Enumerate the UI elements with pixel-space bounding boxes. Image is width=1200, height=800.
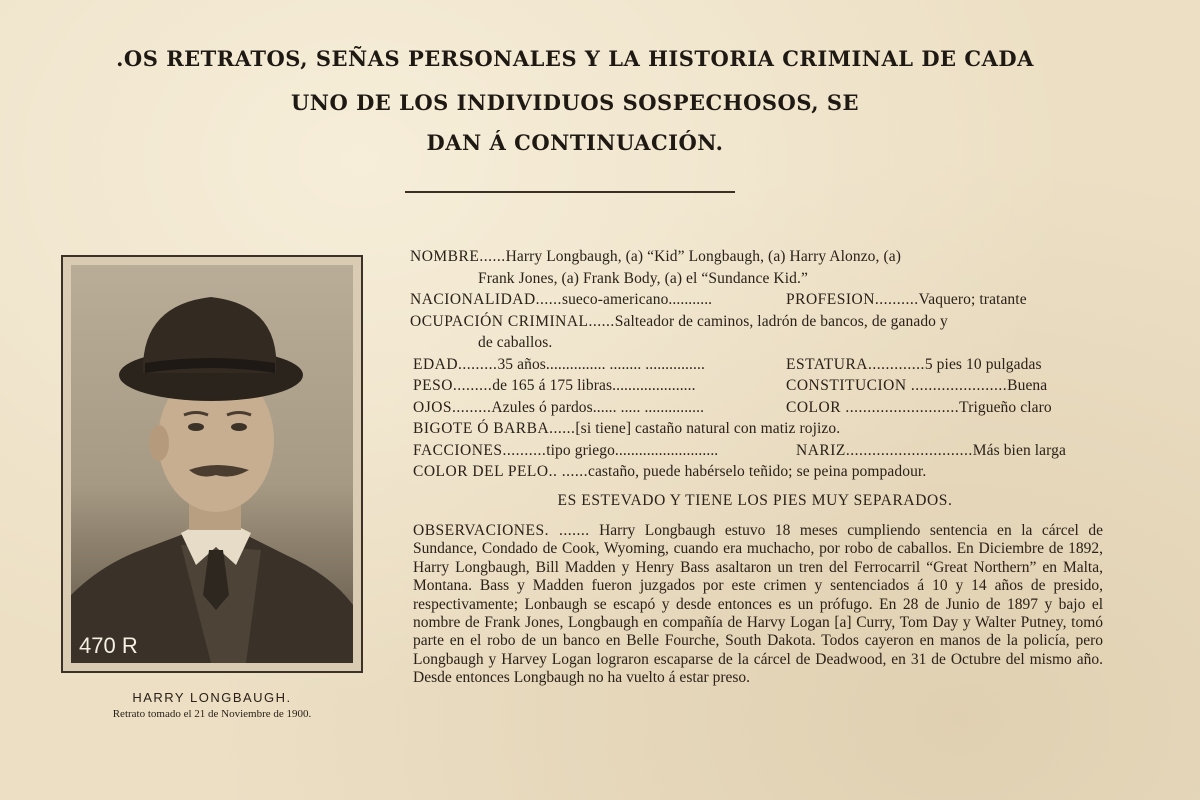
photo-number: 470 R xyxy=(79,633,138,658)
field-label-edad: EDAD......... xyxy=(413,356,498,373)
field-label-color: COLOR .......................... xyxy=(786,399,960,416)
field-bigote xyxy=(413,420,840,438)
field-label-nombre: NOMBRE...... xyxy=(410,248,506,265)
heading-line-3: DAN Á CONTINUACIÓN. xyxy=(426,130,724,155)
field-value-edad: 35 años............... ........ ............... xyxy=(497,356,705,373)
heading-line-2: UNO DE LOS INDIVIDUOS SOSPECHOSOS, SE xyxy=(290,90,860,115)
field-edad xyxy=(413,356,705,374)
portrait-illustration xyxy=(71,265,353,663)
field-value-profesion: Vaquero; tratante xyxy=(918,291,1027,308)
field-ocupacion-cont xyxy=(478,334,552,352)
field-value-nombre-2: Frank Jones, (a) Frank Body, (a) el “Sundance Kid.” xyxy=(478,270,808,287)
field-value-ocupacion: Salteador de caminos, ladrón de bancos, de ganado y xyxy=(614,313,948,330)
field-ojos xyxy=(413,399,704,417)
divider-rule xyxy=(405,191,735,193)
field-color xyxy=(786,399,1052,417)
field-value-color: Trigueño claro xyxy=(959,399,1052,416)
field-value-peso: de 165 á 175 libras..................... xyxy=(492,377,696,394)
photo-caption-name: HARRY LONGBAUGH. xyxy=(132,690,292,705)
field-label-color-pelo: COLOR DEL PELO.. ...... xyxy=(413,463,588,480)
field-constitucion xyxy=(786,377,1047,395)
heading-line-1: .OS RETRATOS, SEÑAS PERSONALES Y LA HISTORIA CRIMINAL DE CADA xyxy=(116,46,1034,71)
field-label-nacionalidad: NACIONALIDAD...... xyxy=(410,291,562,308)
field-nariz xyxy=(796,442,1066,460)
field-estatura xyxy=(786,356,1042,374)
field-nombre-cont xyxy=(478,270,808,288)
field-value-nacionalidad: sueco-americano........... xyxy=(561,291,713,308)
field-value-facciones: tipo griego.......................... xyxy=(546,442,719,459)
field-nacionalidad xyxy=(410,291,712,309)
field-value-nombre: Harry Longbaugh, (a) “Kid” Longbaugh, (a) Harry Alonzo, (a) xyxy=(505,248,901,265)
observaciones-text: Harry Longbaugh estuvo 18 meses cumpliendo sentencia en la cárcel de Sundance, Condado de Cook, Wyoming, cuando era muchacho, por robo de caballos. En Diciembre de 1892, Harry Longbaugh, Bill Madden y Henry Bass asaltaron un tren del Ferrocarril “Great Northern” en Malta, Montana. Bass y Madden fueron juzgados por este crimen y sentenciados á 10 y 14 años de presido, respectivamente; Lonbaugh se escapó y desde entonces es un prófugo. En 28 de Junio de 1897 y bajo el nombre de Frank Jones, Longbaugh en compañía de Harvy Logan [a] Curry, Tom Day y Walter Putney, tomó parte en el robo de un banco en Belle Fourche, South Dakota. Todos cayeron en manos de la policía, pero Longbaugh y Harvey Logan lograron escaparse de la cárcel de Deadwood, en 31 de Octubre del mismo año. Desde entonces Longbaugh no ha vuelto á estar preso. xyxy=(413,522,1104,687)
field-nombre xyxy=(410,248,901,266)
portrait-photo xyxy=(71,265,353,663)
field-ocupacion xyxy=(410,313,948,331)
field-value-nariz: Más bien larga xyxy=(972,442,1066,459)
field-value-color-pelo: castaño, puede habérselo teñido; se peina pompadour. xyxy=(587,463,927,480)
field-label-facciones: FACCIONES.......... xyxy=(413,442,547,459)
field-label-ocupacion: OCUPACIÓN CRIMINAL...... xyxy=(410,313,615,330)
field-value-estatura: 5 pies 10 pulgadas xyxy=(924,356,1042,373)
field-value-bigote: [si tiene] castaño natural con matiz rojizo. xyxy=(575,420,841,437)
field-label-ojos: OJOS......... xyxy=(413,399,492,416)
field-label-nariz: NARIZ............................. xyxy=(796,442,973,459)
field-label-estatura: ESTATURA............. xyxy=(786,356,925,373)
field-label-profesion: PROFESION.......... xyxy=(786,291,919,308)
special-note: ES ESTEVADO Y TIENE LOS PIES MUY SEPARADOS. xyxy=(557,492,953,509)
observaciones-block xyxy=(413,522,1103,688)
field-peso xyxy=(413,377,696,395)
field-value-ocupacion-2: de caballos. xyxy=(478,334,553,351)
field-value-ojos: Azules ó pardos...... ..... ............... xyxy=(491,399,705,416)
observaciones-label: OBSERVACIONES. ....... xyxy=(413,522,590,539)
field-label-peso: PESO......... xyxy=(413,377,493,394)
portrait-frame xyxy=(61,255,363,673)
field-label-bigote: BIGOTE Ó BARBA...... xyxy=(413,420,576,437)
field-color-pelo xyxy=(413,463,926,481)
field-value-constitucion: Buena xyxy=(1007,377,1048,394)
field-facciones xyxy=(413,442,718,460)
field-label-constitucion: CONSTITUCION ...................... xyxy=(786,377,1008,394)
photo-caption-date: Retrato tomado el 21 de Noviembre de 1900. xyxy=(112,708,312,720)
field-profesion xyxy=(786,291,1027,309)
